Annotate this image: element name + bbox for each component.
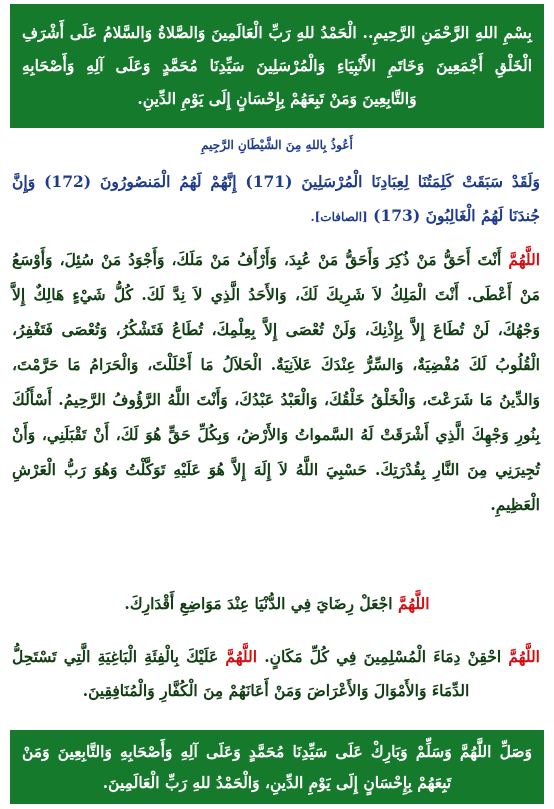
closing-box — [10, 730, 544, 804]
dua-opening: اللَّهُمَّ — [508, 250, 540, 269]
dua-muslims-text-2: عَلَيْكَ بِالْفِئَةِ الْبَاغِيَةِ الَّتِي تَسْتَحِلُّ الدِّمَاءَ وَالأَمْوَالَ وَالأَعْرَاضَ وَمَنْ أَعَانَهُمْ مِنَ الْكُفَّارِ وَالْمُنَافِقِينَ. — [12, 647, 470, 700]
dua-muslims-text: احْقِنْ دِمَاءَ الْمُسْلِمِينَ فِي كُلِّ مَكَانٍ. — [264, 647, 502, 666]
quran-verse — [12, 165, 540, 234]
dua-muslims-opening-2: اللَّهُمَّ — [225, 647, 258, 666]
closing-text: وَصَلِّ اللَّهُمَّ وَسَلِّمْ وَبَارِكْ عَلَى سَيِّدِنَا مُحَمَّدٍ وَعَلَى آلِهِ وَأَصْحَابِهِ وَالتَّابِعِينَ وَمَنْ تَبِعَهُمْ بِإِحْسَانٍ إِلَى يَوْمِ الدِّينِ، وَالْحَمْدُ للهِ رَبِّ الْعَالَمِينَ. — [22, 742, 532, 792]
isti-adha: أَعُوذُ بِاللهِ مِنَ الشَّيْطَانِ الرَّجِيمِ — [201, 138, 353, 152]
dua-muslims — [12, 640, 540, 708]
intro-text: بِسْمِ اللهِ الرَّحْمَنِ الرَّحِيمِ.. الْحَمْدُ للهِ رَبِّ الْعَالَمِينَ وَالصَّلاةُ وَالسَّلامُ عَلَى أَشْرَفِ الْخَلْقِ أَجْمَعِينَ وَخَاتَمِ الأَنْبِيَاءِ وَالْمُرْسَلِينَ سَيِّدِنَا مُحَمَّدٍ وَعَلَى آلِهِ وَأَصْحَابِهِ وَالتَّابِعِينَ وَمَنْ تَبِعَهُمْ بِإِحْسَانٍ إِلَى يَوْمِ الدِّينِ. — [22, 23, 532, 108]
dua-main-paragraph — [12, 242, 540, 522]
dua-rida-text: اجْعَلْ رِضَايَ فِي الدُّنْيَا عِنْدَ مَوَاضِعِ أَقْدَارِكَ. — [124, 594, 393, 613]
intro-box — [10, 4, 544, 128]
dua-rida-opening: اللَّهُمَّ — [397, 594, 430, 613]
dua-main-text: أَنْتَ أَحَقُّ مَنْ ذُكِرَ وَأَحَقُّ مَنْ عُبِدَ، وَأَرْأَفُ مَنْ مَلَكَ، وَأَجْوَدُ مَنْ سُئِلَ، وَأَوْسَعُ مَنْ أَعْطَى. أَنْتَ الْمَلِكُ لاَ شَرِيكَ لَكَ، وَالأَحَدُ الَّذِي لاَ نِدَّ لَكَ. كُلُّ شَيْءٍ هَالِكٌ إِلاَّ وَجْهُكَ، لَنْ تُطَاعَ إِلاَّ بِإِذْنِكَ، وَلَنْ تُعْصَى إِلاَّ بِعِلْمِكَ، تُطَاعُ فَتَشْكُرُ، وَتُعْصَى فَتَغْفِرُ، الْقُلُوبُ لَكَ مُفْضِيَةٌ، وَالسِّرُّ عِنْدَكَ عَلاَنِيَةٌ. الْحَلاَلُ مَا أَحْلَلْتَ، وَالْحَرَامُ مَا حَرَّمْتَ، وَالدِّينُ مَا شَرَعْتَ، وَالْخَلْقُ خَلْقُكَ، وَالْعَبْدُ عَبْدُكَ، وَأَنْتَ اللَّهُ الرَّؤُوفُ الرَّحِيمُ. أَسْأَلُكَ بِنُورِ وَجْهِكَ الَّذِي أَشْرَقَتْ لَهُ السَّمواتُ وَالأَرْضُ، وَبِكُلِّ حَقٍّ هُوَ لَكَ، أَنْ تَقْبَلَنِي، وَأَنْ تُجِيرَنِي مِنَ النَّارِ بِقُدْرَتِكَ. حَسْبِيَ اللَّهُ لاَ إِلَهَ إِلاَّ هُوَ عَلَيْهِ تَوَكَّلْتُ وَهُوَ رَبُّ الْعَرْشِ الْعَظِيمِ. — [12, 250, 540, 514]
quran-reference: [الصافات]. — [310, 210, 368, 224]
dua-muslims-opening: اللَّهُمَّ — [508, 647, 540, 666]
dua-rida — [0, 594, 554, 613]
quran-text: وَلَقَدْ سَبَقَتْ كَلِمَتُنَا لِعِبَادِنَا الْمُرْسَلِينَ (171) إِنَّهُمْ لَهُمُ الْمَنصُورُونَ (172) وَإِنَّ جُندَنَا لَهُمُ الْغَالِبُونَ (173) — [12, 172, 541, 225]
